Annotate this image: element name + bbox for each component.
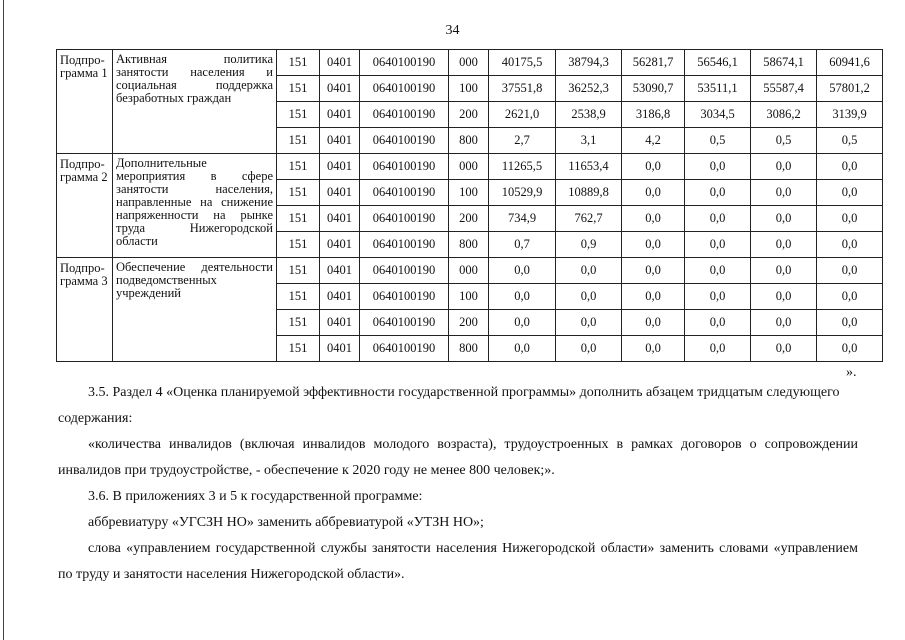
table-cell: 0640100190 <box>360 50 449 76</box>
subprogram-label: Подпро-грамма 1 <box>57 50 113 154</box>
table-cell: 0640100190 <box>360 258 449 284</box>
table-cell: 100 <box>449 284 489 310</box>
table-cell: 0640100190 <box>360 232 449 258</box>
table-cell: 0,0 <box>489 258 556 284</box>
table-cell: 10529,9 <box>489 180 556 206</box>
table-cell: 151 <box>277 180 320 206</box>
table-cell: 37551,8 <box>489 76 556 102</box>
paragraph-3-5: 3.5. Раздел 4 «Оценка планируемой эффективности государственной программы» дополнить абзацем тридцатым следующего содержания: <box>58 385 840 426</box>
subprogram-label: Подпро-грамма 2 <box>57 154 113 258</box>
table-cell: 000 <box>449 50 489 76</box>
table-cell: 56281,7 <box>622 50 685 76</box>
table-cell: 60941,6 <box>817 50 883 76</box>
table-cell: 0640100190 <box>360 284 449 310</box>
table-row <box>57 154 883 180</box>
table-cell: 0,0 <box>685 310 751 336</box>
table-cell: 0401 <box>320 258 360 284</box>
table-cell: 0,0 <box>685 284 751 310</box>
table-cell: 151 <box>277 50 320 76</box>
table-cell: 151 <box>277 206 320 232</box>
subprogram-description: Обеспечение деятельности подведомственных учреждений <box>113 258 277 362</box>
table-closing-mark: ». <box>846 365 857 380</box>
table-cell: 53511,1 <box>685 76 751 102</box>
table-cell: 0,0 <box>685 336 751 362</box>
table-cell: 0,5 <box>685 128 751 154</box>
table-cell: 36252,3 <box>556 76 622 102</box>
table-cell: 0,0 <box>622 310 685 336</box>
paragraph-3-6: 3.6. В приложениях 3 и 5 к государственной программе: <box>88 489 423 504</box>
table-cell: 0,0 <box>489 310 556 336</box>
table-cell: 0401 <box>320 180 360 206</box>
table-cell: 0,0 <box>751 284 817 310</box>
table-cell: 0,0 <box>817 284 883 310</box>
subprogram-description: Активная политика занятости населения и социальная поддержка безработных граждан <box>113 50 277 154</box>
table-cell: 0,0 <box>556 284 622 310</box>
table-cell: 762,7 <box>556 206 622 232</box>
table-cell: 0,0 <box>685 206 751 232</box>
table-cell: 0,0 <box>556 310 622 336</box>
table-cell: 0640100190 <box>360 180 449 206</box>
table-cell: 151 <box>277 258 320 284</box>
table-cell: 151 <box>277 232 320 258</box>
table-cell: 0401 <box>320 310 360 336</box>
scan-edge-line <box>3 0 4 640</box>
table-cell: 0401 <box>320 206 360 232</box>
table-cell: 0640100190 <box>360 102 449 128</box>
table-cell: 151 <box>277 128 320 154</box>
table-row <box>57 50 883 76</box>
table-cell: 0,0 <box>817 180 883 206</box>
table-cell: 0401 <box>320 50 360 76</box>
table-cell: 151 <box>277 284 320 310</box>
table-cell: 0401 <box>320 76 360 102</box>
paragraph-quote: «количества инвалидов (включая инвалидов молодого возраста), трудоустроенных в рамках договоров о сопровождении инвалидов при трудоустройстве, - обеспечение к 2020 году не менее 800 человек;». <box>58 437 858 478</box>
budget-table <box>56 49 883 362</box>
table-cell: 3034,5 <box>685 102 751 128</box>
table-cell: 0,0 <box>817 232 883 258</box>
table-cell: 0,0 <box>751 154 817 180</box>
table-cell: 0640100190 <box>360 128 449 154</box>
table-cell: 3139,9 <box>817 102 883 128</box>
table-cell: 800 <box>449 336 489 362</box>
table-row <box>57 258 883 284</box>
table-cell: 0,0 <box>751 336 817 362</box>
table-cell: 0640100190 <box>360 154 449 180</box>
table-cell: 40175,5 <box>489 50 556 76</box>
table-cell: 151 <box>277 102 320 128</box>
table-cell: 0401 <box>320 128 360 154</box>
table-cell: 200 <box>449 102 489 128</box>
table-cell: 0401 <box>320 232 360 258</box>
budget-table-body <box>57 50 883 362</box>
table-cell: 58674,1 <box>751 50 817 76</box>
table-cell: 3086,2 <box>751 102 817 128</box>
table-cell: 0,0 <box>817 336 883 362</box>
table-cell: 0,0 <box>685 258 751 284</box>
table-cell: 000 <box>449 258 489 284</box>
table-cell: 800 <box>449 128 489 154</box>
table-cell: 11653,4 <box>556 154 622 180</box>
table-cell: 2,7 <box>489 128 556 154</box>
table-cell: 0,0 <box>685 154 751 180</box>
table-cell: 0,0 <box>556 258 622 284</box>
table-cell: 200 <box>449 206 489 232</box>
table-cell: 0,0 <box>685 232 751 258</box>
table-cell: 100 <box>449 180 489 206</box>
subprogram-description: Дополнительные мероприятия в сфере занятости населения, направленные на снижение напряженности на рынке труда Нижегородской области <box>113 154 277 258</box>
table-cell: 2538,9 <box>556 102 622 128</box>
table-cell: 0,0 <box>751 232 817 258</box>
paragraph-words-replace: слова «управлением государственной службы занятости населения Нижегородской области» заменить словами «управлением по труду и занятости населения Нижегородской области». <box>58 541 858 582</box>
table-cell: 10889,8 <box>556 180 622 206</box>
table-cell: 4,2 <box>622 128 685 154</box>
table-cell: 151 <box>277 154 320 180</box>
table-cell: 0,9 <box>556 232 622 258</box>
table-cell: 0,0 <box>817 310 883 336</box>
table-cell: 0,0 <box>556 336 622 362</box>
table-cell: 0640100190 <box>360 76 449 102</box>
table-cell: 0,0 <box>622 336 685 362</box>
table-cell: 0,7 <box>489 232 556 258</box>
table-cell: 0,0 <box>751 310 817 336</box>
page-number: 34 <box>445 23 460 38</box>
table-cell: 0,5 <box>817 128 883 154</box>
table-cell: 0401 <box>320 336 360 362</box>
table-cell: 151 <box>277 336 320 362</box>
paragraph-abbreviation: аббревиатуру «УГСЗН НО» заменить аббревиатурой «УТЗН НО»; <box>88 515 484 530</box>
table-cell: 0,0 <box>622 154 685 180</box>
table-cell: 56546,1 <box>685 50 751 76</box>
table-cell: 0401 <box>320 102 360 128</box>
table-cell: 0,0 <box>622 180 685 206</box>
table-cell: 151 <box>277 76 320 102</box>
table-cell: 0,0 <box>817 258 883 284</box>
table-cell: 0,0 <box>489 284 556 310</box>
table-cell: 11265,5 <box>489 154 556 180</box>
table-cell: 53090,7 <box>622 76 685 102</box>
table-cell: 800 <box>449 232 489 258</box>
table-cell: 0401 <box>320 284 360 310</box>
table-cell: 0,0 <box>751 206 817 232</box>
table-cell: 0,0 <box>817 206 883 232</box>
table-cell: 200 <box>449 310 489 336</box>
table-cell: 0,0 <box>622 284 685 310</box>
table-cell: 55587,4 <box>751 76 817 102</box>
table-cell: 734,9 <box>489 206 556 232</box>
table-cell: 000 <box>449 154 489 180</box>
table-cell: 0,0 <box>622 258 685 284</box>
table-cell: 0,0 <box>489 336 556 362</box>
table-cell: 0640100190 <box>360 310 449 336</box>
table-cell: 100 <box>449 76 489 102</box>
table-cell: 0,0 <box>751 180 817 206</box>
table-cell: 0,0 <box>817 154 883 180</box>
table-cell: 0401 <box>320 154 360 180</box>
table-cell: 3186,8 <box>622 102 685 128</box>
table-cell: 57801,2 <box>817 76 883 102</box>
table-cell: 3,1 <box>556 128 622 154</box>
table-cell: 0,0 <box>622 206 685 232</box>
table-cell: 0640100190 <box>360 336 449 362</box>
table-cell: 0,0 <box>751 258 817 284</box>
subprogram-label: Подпро-грамма 3 <box>57 258 113 362</box>
table-cell: 0,0 <box>685 180 751 206</box>
table-cell: 0,0 <box>622 232 685 258</box>
table-cell: 0640100190 <box>360 206 449 232</box>
table-cell: 0,5 <box>751 128 817 154</box>
table-cell: 151 <box>277 310 320 336</box>
table-cell: 2621,0 <box>489 102 556 128</box>
table-cell: 38794,3 <box>556 50 622 76</box>
